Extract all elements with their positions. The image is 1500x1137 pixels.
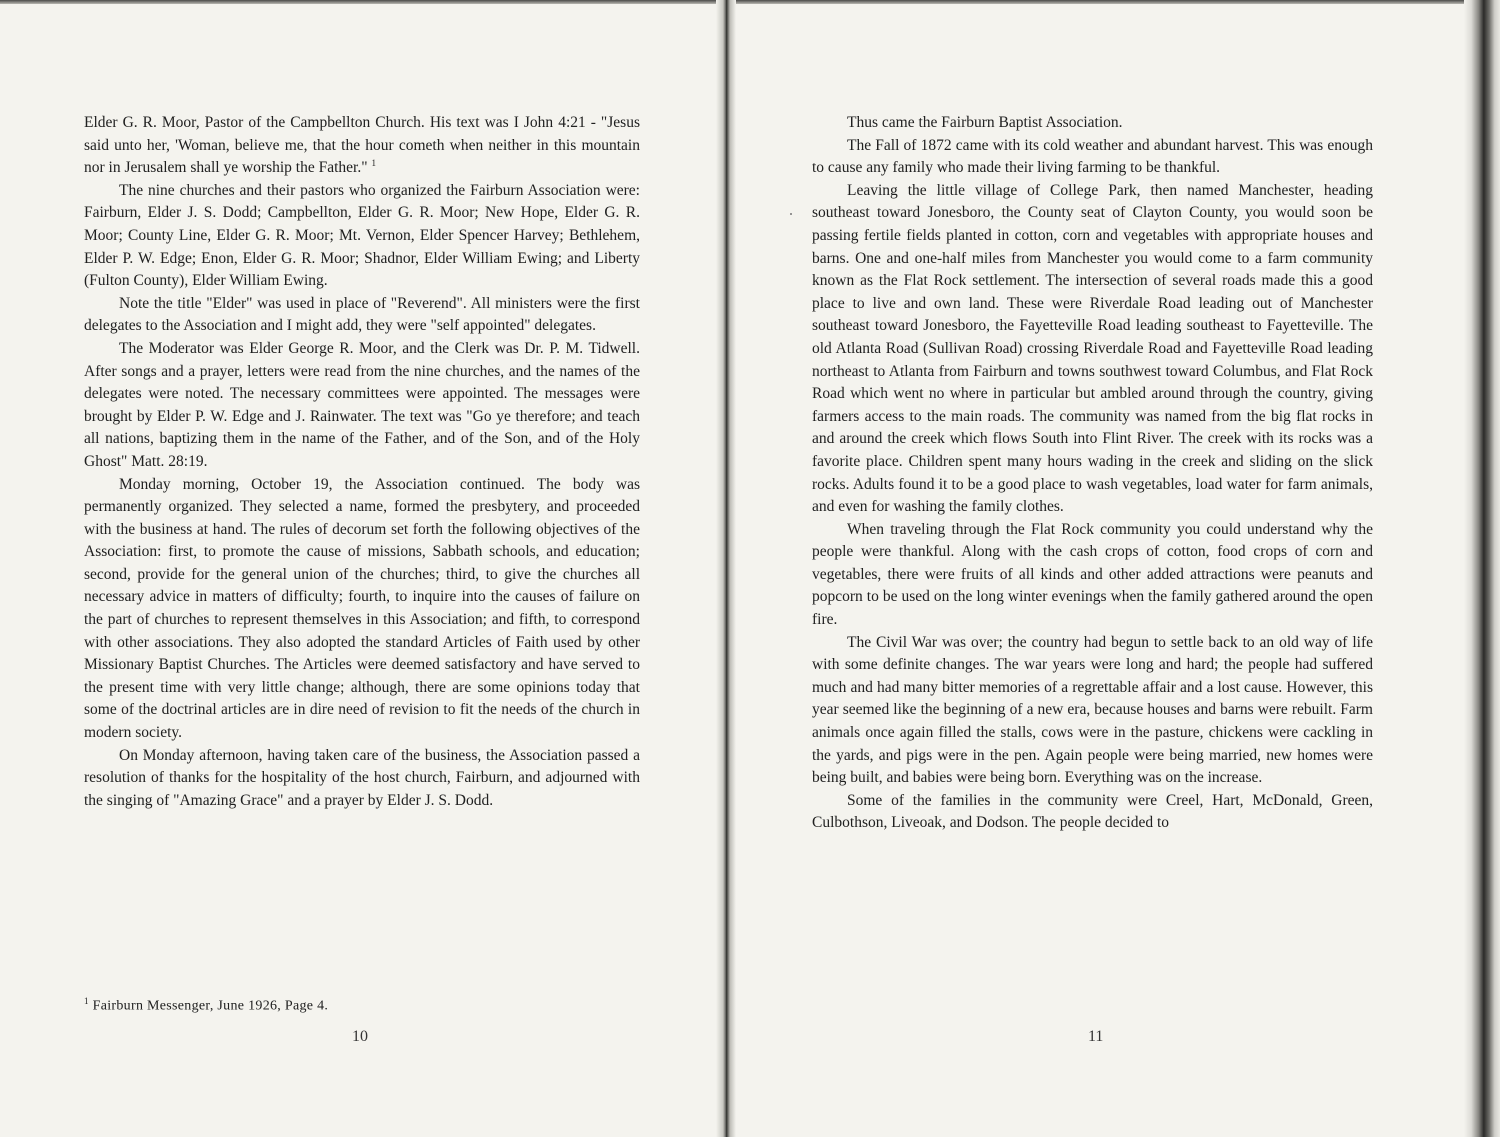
footnote: [84, 996, 640, 1015]
paragraph: Leaving the little village of College Park, then named Manchester, heading southeast toward Jonesboro, the County seat of Clayton County, you would soon be passing fertile fields planted in cotton, corn and vegetables with appropriate houses and barns. One and one-half miles from Manchester you would come to a farm community known as the Flat Rock settlement. The intersection of several roads made this a good place to live and own land. These were Riverdale Road leading out of Manchester southeast toward Jonesboro, the Fayetteville Road leading southeast to Fayetteville. The old Atlanta Road (Sullivan Road) crossing Riverdale Road and Fayetteville Road leading northeast to Atlanta from Fairburn and towns southwest toward Columbus, and Flat Rock Road which went no where in particular but ambled around through the country, giving farmers access to the main roads. The community was named from the big flat rocks in and around the creek which flows South into Flint River. The creek with its rocks was a favorite place. Children spent many hours wading in the creek and sliding on the slick rocks. Adults found it to be a good place to wash vegetables, load water for farm animals, and even for washing the family clothes.: [812, 181, 1373, 516]
footnote-text: Fairburn Messenger, June 1926, Page 4.: [92, 998, 329, 1014]
right-page-body: [812, 112, 1373, 835]
left-page-body: [84, 112, 640, 812]
page-top-edge: [0, 0, 1500, 4]
paragraph: The Fall of 1872 came with its cold weather and abundant harvest. This was enough to cause any family who made their living farming to be thankful.: [812, 136, 1373, 177]
paragraph: Note the title "Elder" was used in place of "Reverend". All ministers were the first delegates to the Association and I might add, they were "self appointed" delegates.: [84, 294, 640, 335]
paragraph: On Monday afternoon, having taken care of the business, the Association passed a resolution of thanks for the hospitality of the host church, Fairburn, and adjourned with the singing of "Amazing Grace" and a prayer by Elder J. S. Dodd.: [84, 746, 640, 809]
paragraph: Elder G. R. Moor, Pastor of the Campbellton Church. His text was I John 4:21 - "Jesus said unto her, 'Woman, believe me, that the hour cometh when neither in this mountain nor in Jerusalem shall ye worship the Father." $^1$: [84, 114, 640, 177]
paragraph: Monday morning, October 19, the Association continued. The body was permanently organized. They selected a name, formed the presbytery, and proceeded with the business at hand. The rules of decorum set forth the following objectives of the Association: first, to promote the cause of missions, Sabbath schools, and education; second, provide for the general union of the churches; third, to give the churches all necessary advice in matters of difficulty; fourth, to inquire into the causes of failure on the part of churches to represent themselves in this Association; and fifth, to correspond with other associations. They also adopted the standard Articles of Faith used by other Missionary Baptist Churches. The Articles were deemed satisfactory and have served to the present time with very little change; although, there are some opinions today that some of the doctrinal articles are in dire need of revision to fit the needs of the church in modern society.: [84, 475, 640, 742]
page-number-left: 10: [352, 1028, 368, 1045]
paragraph: When traveling through the Flat Rock community you could understand why the people were thankful. Along with the cash crops of cotton, food crops of corn and vegetables, there were fruits of all kinds and other added attractions were peanuts and popcorn to be used on the long winter evenings when the family gathered around the open fire.: [812, 520, 1373, 629]
footnote-marker: 1: [84, 996, 89, 1006]
footnote-reference: 1: [371, 158, 376, 169]
paragraph: The Moderator was Elder George R. Moor, and the Clerk was Dr. P. M. Tidwell. After songs and a prayer, letters were read from the nine churches, and the names of the delegates were noted. The necessary committees were appointed. The messages were brought by Elder P. W. Edge and J. Rainwater. The text was "Go ye therefore; and teach all nations, baptizing them in the name of the Father, and of the Son, and of the Holy Ghost" Matt. 28:19.: [84, 339, 640, 470]
paragraph: The nine churches and their pastors who organized the Fairburn Association were: Fairburn, Elder J. S. Dodd; Campbellton, Elder G. R. Moor; New Hope, Elder G. R. Moor; County Line, Elder G. R. Moor; Mt. Vernon, Elder Spencer Harvey; Bethlehem, Elder P. W. Edge; Enon, Elder G. R. Moor; Shadnor, Elder William Ewing; and Liberty (Fulton County), Elder William Ewing.: [84, 181, 640, 290]
page-number-right: 11: [1088, 1028, 1104, 1045]
paragraph: Some of the families in the community were Creel, Hart, McDonald, Green, Culbothson, Liveoak, and Dodson. The people decided to: [812, 791, 1373, 832]
paper-fleck: [790, 213, 792, 215]
paragraph: Thus came the Fairburn Baptist Association.: [847, 114, 1123, 131]
book-gutter: [716, 0, 736, 1137]
page-stack-edge: [1464, 0, 1500, 1137]
paragraph: The Civil War was over; the country had begun to settle back to an old way of life with some definite changes. The war years were long and hard; the people had suffered much and had many bitter memories of a regrettable affair and a lost cause. However, this year seemed like the beginning of a new era, because houses and barns were rebuilt. Farm animals once again filled the stalls, cows were in the pasture, chickens were cackling in the yards, and pigs were in the pen. Again people were being married, new homes were being built, and babies were being born. Everything was on the increase.: [812, 633, 1373, 787]
